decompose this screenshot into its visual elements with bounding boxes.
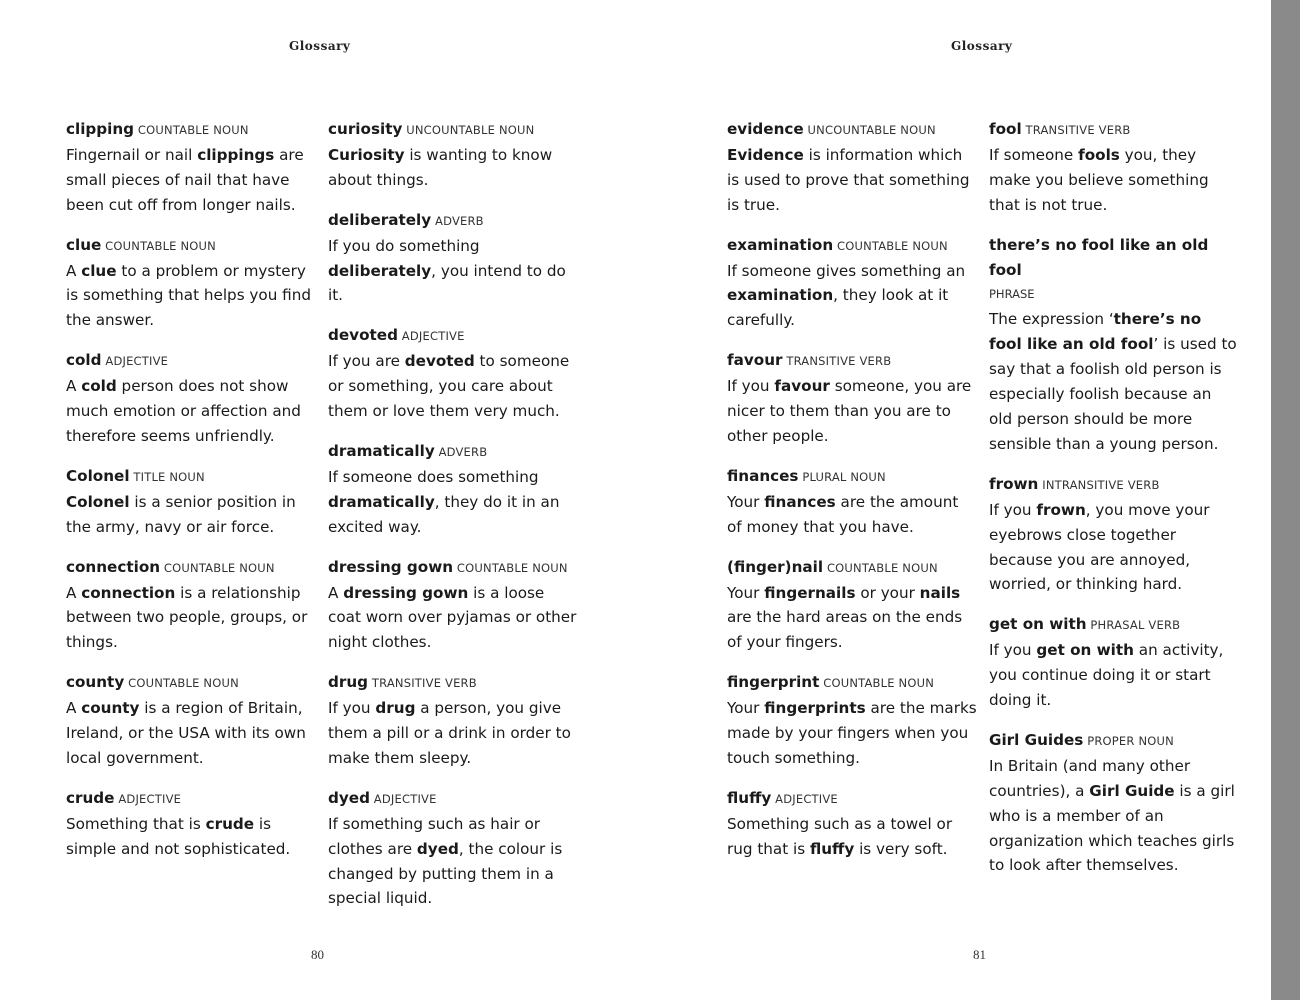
headword: connection bbox=[66, 557, 161, 576]
headword: (finger)nail bbox=[727, 557, 824, 576]
glossary-entry bbox=[727, 786, 977, 862]
part-of-speech: PROPER NOUN bbox=[1083, 733, 1174, 748]
definition: If you are devoted to someone or something, you care about them or love them very much. bbox=[328, 352, 570, 421]
definition: If something such as hair or clothes are dyed, the colour is changed by putting them in a special liquid. bbox=[328, 814, 563, 908]
part-of-speech: ADJECTIVE bbox=[397, 329, 465, 344]
headword: crude bbox=[66, 788, 115, 807]
headword: clue bbox=[66, 235, 102, 254]
page-right bbox=[650, 0, 1270, 1000]
glossary-entry bbox=[328, 117, 578, 193]
definition: A cold person does not show much emotion or affection and therefore seems unfriendly. bbox=[66, 377, 301, 445]
part-of-speech: COUNTABLE NOUN bbox=[833, 238, 948, 253]
glossary-entry bbox=[727, 117, 977, 218]
glossary-entry bbox=[328, 786, 578, 912]
part-of-speech: ADVERB bbox=[434, 444, 488, 459]
definition: If you drug a person, you give them a pill or a drink in order to make them sleepy. bbox=[328, 699, 571, 767]
glossary-column bbox=[328, 117, 578, 926]
glossary-entry bbox=[66, 670, 316, 771]
glossary-entry bbox=[66, 233, 316, 334]
glossary-entry bbox=[66, 786, 316, 862]
part-of-speech: COUNTABLE NOUN bbox=[101, 238, 216, 253]
headword: fingerprint bbox=[727, 673, 820, 692]
glossary-entry bbox=[989, 233, 1239, 457]
part-of-speech: PLURAL NOUN bbox=[798, 469, 886, 484]
definition: If someone does something dramatically, they do it in an excited way. bbox=[328, 467, 560, 536]
definition: Curiosity is wanting to know about things. bbox=[328, 145, 553, 189]
glossary-column bbox=[66, 117, 316, 877]
glossary-entry bbox=[66, 555, 316, 656]
part-of-speech: COUNTABLE NOUN bbox=[823, 560, 938, 575]
part-of-speech: UNCOUNTABLE NOUN bbox=[402, 123, 535, 137]
part-of-speech: TRANSITIVE VERB bbox=[368, 676, 477, 691]
headword: curiosity bbox=[328, 120, 403, 138]
part-of-speech: ADJECTIVE bbox=[369, 791, 437, 806]
headword: fool bbox=[989, 120, 1022, 138]
glossary-column bbox=[989, 117, 1239, 893]
definition: If you frown, you move your eyebrows close together because you are annoyed, worried, or thinking hard. bbox=[989, 500, 1210, 594]
definition: Colonel is a senior position in the army, navy or air force. bbox=[66, 492, 296, 536]
glossary-entry bbox=[989, 728, 1239, 878]
part-of-speech: COUNTABLE NOUN bbox=[819, 676, 935, 691]
headword: favour bbox=[727, 351, 783, 370]
glossary-entry bbox=[989, 472, 1239, 598]
definition: Fingernail or nail clippings are small pieces of nail that have been cut off from longer nails. bbox=[66, 145, 304, 214]
glossary-entry bbox=[727, 670, 977, 771]
definition: Something such as a towel or rug that is fluffy is very soft. bbox=[727, 814, 953, 858]
definition: If you get on with an activity, you continue doing it or start doing it. bbox=[989, 641, 1224, 710]
definition: The expression ‘there’s no fool like an old fool’ is used to say that a foolish old person is especially foolish because an old person should be more sensible than a young person. bbox=[989, 310, 1237, 453]
headword: fluffy bbox=[727, 788, 772, 807]
part-of-speech: TITLE NOUN bbox=[129, 469, 205, 484]
glossary-entry bbox=[66, 464, 316, 540]
glossary-entry bbox=[989, 117, 1239, 218]
part-of-speech: ADJECTIVE bbox=[114, 791, 182, 806]
definition: If you do something deliberately, you intend to do it. bbox=[328, 236, 566, 305]
headword: dressing gown bbox=[328, 557, 454, 576]
glossary-entry bbox=[66, 348, 316, 449]
headword: cold bbox=[66, 351, 102, 370]
glossary-entry bbox=[328, 439, 578, 540]
glossary-entry bbox=[328, 323, 578, 424]
headword: dramatically bbox=[328, 441, 435, 460]
glossary-entry bbox=[727, 348, 977, 449]
glossary-entry bbox=[727, 233, 977, 334]
headword: examination bbox=[727, 235, 834, 254]
headword: there’s no fool like an old fool bbox=[989, 235, 1209, 279]
part-of-speech: COUNTABLE NOUN bbox=[453, 560, 568, 575]
headword: clipping bbox=[66, 120, 135, 138]
definition: A connection is a relationship between two people, groups, or things. bbox=[66, 583, 308, 652]
definition: If someone fools you, they make you believe something that is not true. bbox=[989, 145, 1209, 214]
definition: If someone gives something an examination, they look at it carefully. bbox=[727, 261, 966, 330]
glossary-entry bbox=[66, 117, 316, 218]
definition: A dressing gown is a loose coat worn over pyjamas or other night clothes. bbox=[328, 583, 577, 652]
glossary-entry bbox=[328, 208, 578, 309]
glossary-column bbox=[727, 117, 977, 877]
part-of-speech: TRANSITIVE VERB bbox=[782, 354, 892, 369]
scrollbar[interactable] bbox=[1271, 0, 1300, 1000]
part-of-speech: COUNTABLE NOUN bbox=[134, 123, 249, 137]
part-of-speech: ADJECTIVE bbox=[101, 354, 169, 369]
headword: dyed bbox=[328, 788, 370, 807]
glossary-entry bbox=[989, 612, 1239, 713]
part-of-speech: PHRASE bbox=[989, 287, 1035, 302]
part-of-speech: INTRANSITIVE VERB bbox=[1038, 477, 1160, 492]
running-head: Glossary bbox=[289, 39, 351, 53]
glossary-entry bbox=[727, 555, 977, 656]
part-of-speech: ADJECTIVE bbox=[771, 791, 838, 806]
part-of-speech: UNCOUNTABLE NOUN bbox=[803, 123, 936, 137]
headword: Colonel bbox=[66, 466, 130, 485]
page-number: 80 bbox=[311, 947, 324, 962]
glossary-entry bbox=[328, 670, 578, 771]
glossary-entry bbox=[328, 555, 578, 656]
definition: Your fingerprints are the marks made by your fingers when you touch something. bbox=[727, 699, 977, 767]
definition: If you favour someone, you are nicer to them than you are to other people. bbox=[727, 377, 972, 445]
definition: In Britain (and many other countries), a Girl Guide is a girl who is a member of an organization which teaches girls to look after themselves. bbox=[989, 756, 1235, 875]
part-of-speech: PHRASAL VERB bbox=[1086, 618, 1181, 633]
definition: Evidence is information which is used to prove that something is true. bbox=[727, 145, 970, 214]
glossary-entry bbox=[727, 464, 977, 540]
running-head: Glossary bbox=[951, 39, 1013, 53]
part-of-speech: TRANSITIVE VERB bbox=[1021, 123, 1131, 137]
page-number: 81 bbox=[973, 947, 986, 962]
definition: A county is a region of Britain, Ireland, or the USA with its own local government. bbox=[66, 699, 306, 767]
headword: drug bbox=[328, 673, 369, 692]
definition: Your fingernails or your nails are the hard areas on the ends of your fingers. bbox=[727, 583, 963, 652]
part-of-speech: COUNTABLE NOUN bbox=[124, 676, 239, 691]
headword: deliberately bbox=[328, 210, 432, 229]
definition: Your finances are the amount of money that you have. bbox=[727, 492, 959, 536]
part-of-speech: ADVERB bbox=[431, 213, 484, 228]
headword: Girl Guides bbox=[989, 730, 1084, 749]
headword: get on with bbox=[989, 615, 1087, 634]
headword: evidence bbox=[727, 120, 804, 138]
headword: devoted bbox=[328, 326, 398, 345]
definition: Something that is crude is simple and not sophisticated. bbox=[66, 814, 291, 858]
headword: county bbox=[66, 673, 125, 692]
headword: finances bbox=[727, 466, 799, 485]
part-of-speech: COUNTABLE NOUN bbox=[160, 560, 275, 575]
headword: frown bbox=[989, 474, 1039, 493]
definition: A clue to a problem or mystery is something that helps you find the answer. bbox=[66, 261, 312, 330]
